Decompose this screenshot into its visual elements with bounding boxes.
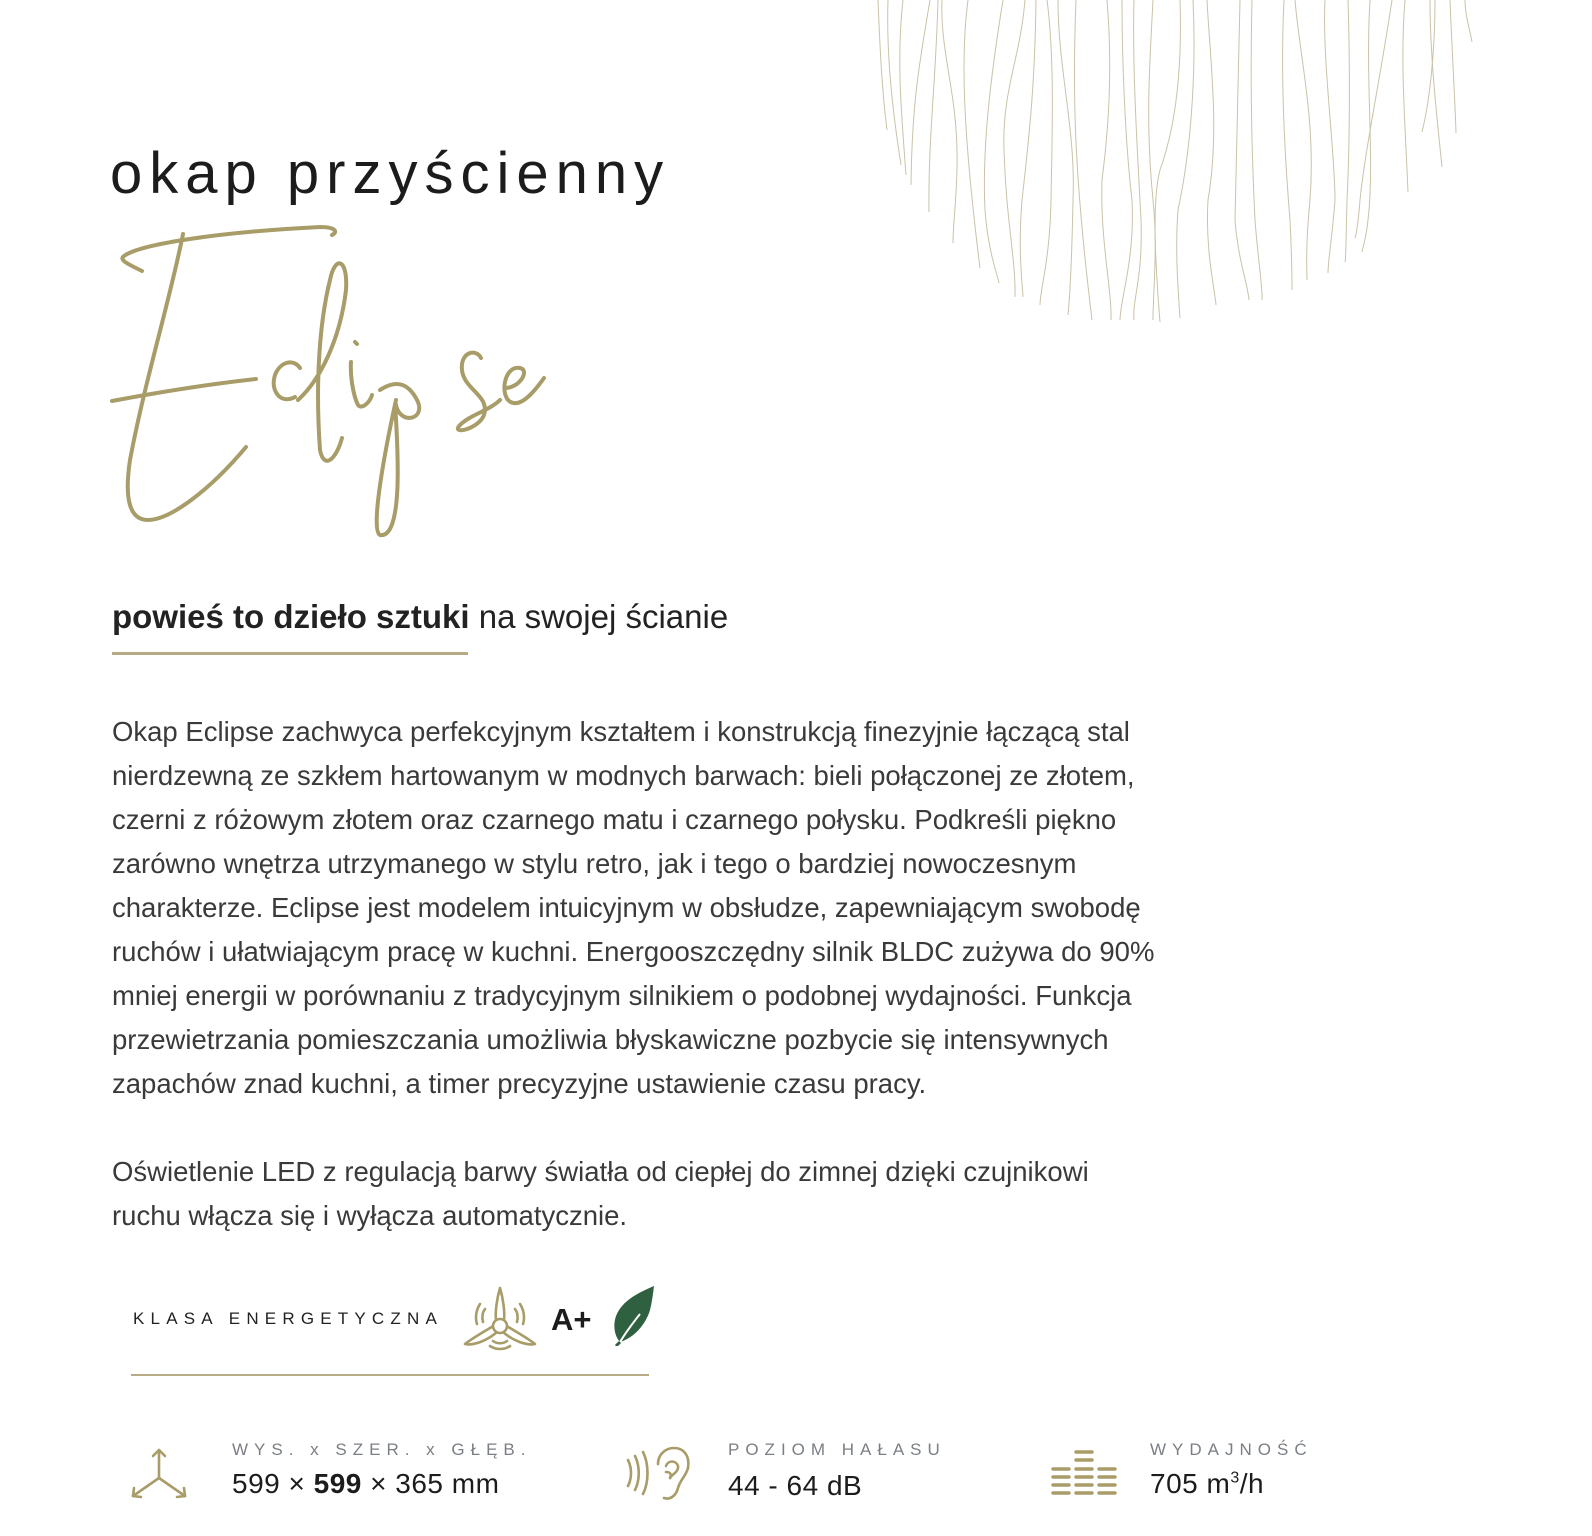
dimensions-arrows-icon — [126, 1444, 192, 1506]
description-line: zapachów znad kuchni, a timer precyzyjne ustawienie czasu pracy. — [112, 1068, 927, 1099]
spec-noise-value: 44 - 64 dB — [728, 1470, 863, 1501]
spec-noise-label: POZIOM HAŁASU — [728, 1440, 946, 1459]
capacity-number: 705 m — [1150, 1468, 1231, 1499]
description-paragraph-2 — [112, 1150, 1089, 1238]
tagline-underline — [112, 652, 468, 655]
tagline-bold: powieś to dzieło sztuki — [112, 598, 470, 635]
tagline-regular: na swojej ścianie — [469, 598, 729, 635]
product-name-script-logo — [100, 210, 560, 550]
fan-icon — [460, 1282, 540, 1354]
energy-class-label: KLASA ENERGETYCZNA — [133, 1309, 443, 1328]
spec-capacity-value — [1150, 1468, 1264, 1500]
description-paragraph-1 — [112, 710, 1212, 1106]
spec-dimensions-value — [232, 1468, 499, 1500]
decorative-wavy-lines — [860, 0, 1480, 330]
energy-class-value: A+ — [551, 1302, 592, 1337]
description-line: zarówno wnętrza utrzymanego w stylu retro, jak i tego o bardziej nowoczesnym — [112, 848, 1077, 879]
capacity-unit: /h — [1239, 1468, 1265, 1499]
description-line: charakterze. Eclipse jest modelem intuicyjnym w obsłudze, zapewniającym swobodę — [112, 892, 1141, 923]
description-line: nierdzewną ze szkłem hartowanym w modnych barwach: bieli połączonej ze złotem, — [112, 760, 1135, 791]
spec-dimensions-label: WYS. x SZER. x GŁĘB. — [232, 1440, 532, 1459]
description-line: ruchów i ułatwiającym pracę w kuchni. Energooszczędny silnik BLDC zużywa do 90% — [112, 936, 1155, 967]
energy-underline — [131, 1374, 649, 1376]
leaf-icon — [610, 1284, 658, 1346]
dimension-height: 599 — [232, 1468, 281, 1499]
separator: × — [361, 1468, 396, 1499]
product-subtitle: okap przyścienny — [110, 141, 671, 206]
capacity-superscript: 3 — [1230, 1469, 1240, 1487]
description-line: czerni z różowym złotem oraz czarnego matu i czarnego połysku. Podkreśli piękno — [112, 804, 1117, 835]
spec-capacity-label: WYDAJNOŚĆ — [1150, 1440, 1313, 1459]
ear-sound-icon — [622, 1442, 694, 1504]
dimension-width: 599 — [313, 1468, 362, 1499]
description-line: Okap Eclipse zachwyca perfekcyjnym kształtem i konstrukcją finezyjnie łączącą stal — [112, 716, 1130, 747]
dimension-depth: 365 mm — [395, 1468, 500, 1499]
separator: × — [280, 1468, 314, 1499]
equalizer-bars-icon — [1050, 1446, 1120, 1502]
tagline — [112, 598, 728, 636]
description-line: przewietrzania pomieszczania umożliwia błyskawiczne pozbycie się intensywnych — [112, 1024, 1109, 1055]
description-line: ruchu włącza się i wyłącza automatycznie. — [112, 1200, 628, 1231]
description-line: Oświetlenie LED z regulacją barwy światła od ciepłej do zimnej dzięki czujnikowi — [112, 1156, 1089, 1187]
description-line: mniej energii w porównaniu z tradycyjnym silnikiem o podobnej wydajności. Funkcja — [112, 980, 1132, 1011]
